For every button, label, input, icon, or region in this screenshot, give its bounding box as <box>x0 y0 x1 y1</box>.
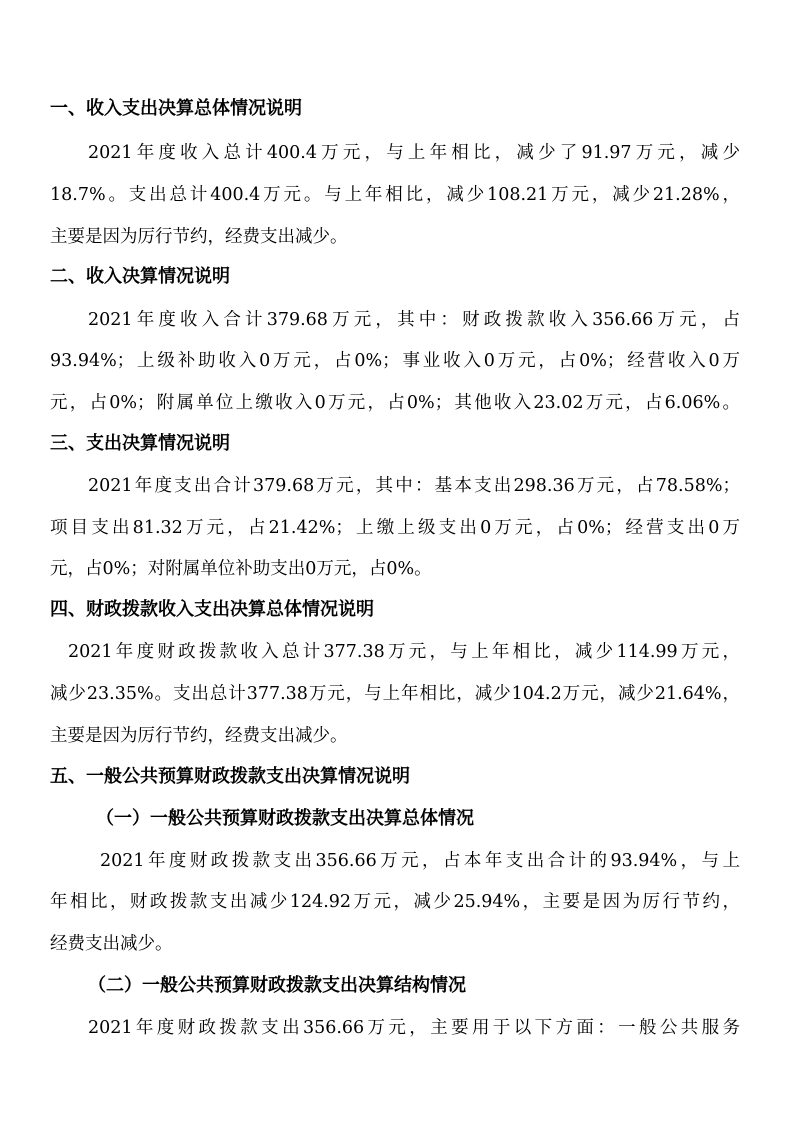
section-5-heading: 五、一般公共预算财政拨款支出决算情况说明 <box>50 766 410 787</box>
section-3-line-1: 2021年度支出合计379.68万元，其中：基本支出298.36万元，占78.58%； <box>88 476 740 496</box>
section-3-line-3: 元，占0%；对附属单位补助支出0万元，占0%。 <box>50 559 432 579</box>
section-1-line-3: 主要是因为厉行节约，经费支出减少。 <box>50 227 348 247</box>
subsection-5-1-line-1: 2021年度财政拨款支出356.66万元，占本年支出合计的93.94%，与上 <box>100 851 740 871</box>
section-1-line-2: 18.7%。支出总计400.4万元。与上年相比，减少108.21万元，减少21.28%， <box>50 185 740 205</box>
section-4-line-2: 减少23.35%。支出总计377.38万元，与上年相比，减少104.2万元，减少21.64%， <box>50 684 740 704</box>
section-4-line-1: 2021年度财政拨款收入总计377.38万元，与上年相比，减少114.99万元， <box>68 642 740 662</box>
section-2-line-1: 2021年度收入合计379.68万元，其中：财政拨款收入356.66万元，占 <box>88 310 740 330</box>
section-3-line-2: 项目支出81.32万元，占21.42%；上缴上级支出0万元，占0%；经营支出0万 <box>50 518 740 538</box>
section-4-heading: 四、财政拨款收入支出决算总体情况说明 <box>50 599 374 620</box>
section-4-line-3: 主要是因为厉行节约，经费支出减少。 <box>50 726 348 746</box>
section-2-heading: 二、收入决算情况说明 <box>50 266 230 287</box>
subsection-5-1-heading: （一）一般公共预算财政拨款支出决算总体情况 <box>96 808 474 829</box>
section-1-heading: 一、收入支出决算总体情况说明 <box>50 98 302 119</box>
section-2-line-3: 元，占0%；附属单位上缴收入0万元，占0%；其他收入23.02万元，占6.06%。 <box>50 393 740 413</box>
subsection-5-1-line-2: 年相比，财政拨款支出减少124.92万元，减少25.94%，主要是因为厉行节约， <box>50 892 740 912</box>
subsection-5-2-heading: （二）一般公共预算财政拨款支出决算结构情况 <box>88 975 466 996</box>
section-2-line-2: 93.94%；上级补助收入0万元，占0%；事业收入0万元，占0%；经营收入0万 <box>50 351 740 371</box>
subsection-5-2-line-1: 2021年度财政拨款支出356.66万元，主要用于以下方面：一般公共服务 <box>88 1018 740 1038</box>
section-1-line-1: 2021年度收入总计400.4万元，与上年相比，减少了91.97万元，减少 <box>88 143 740 163</box>
subsection-5-1-line-3: 经费支出减少。 <box>50 934 173 954</box>
section-3-heading: 三、支出决算情况说明 <box>50 433 230 454</box>
